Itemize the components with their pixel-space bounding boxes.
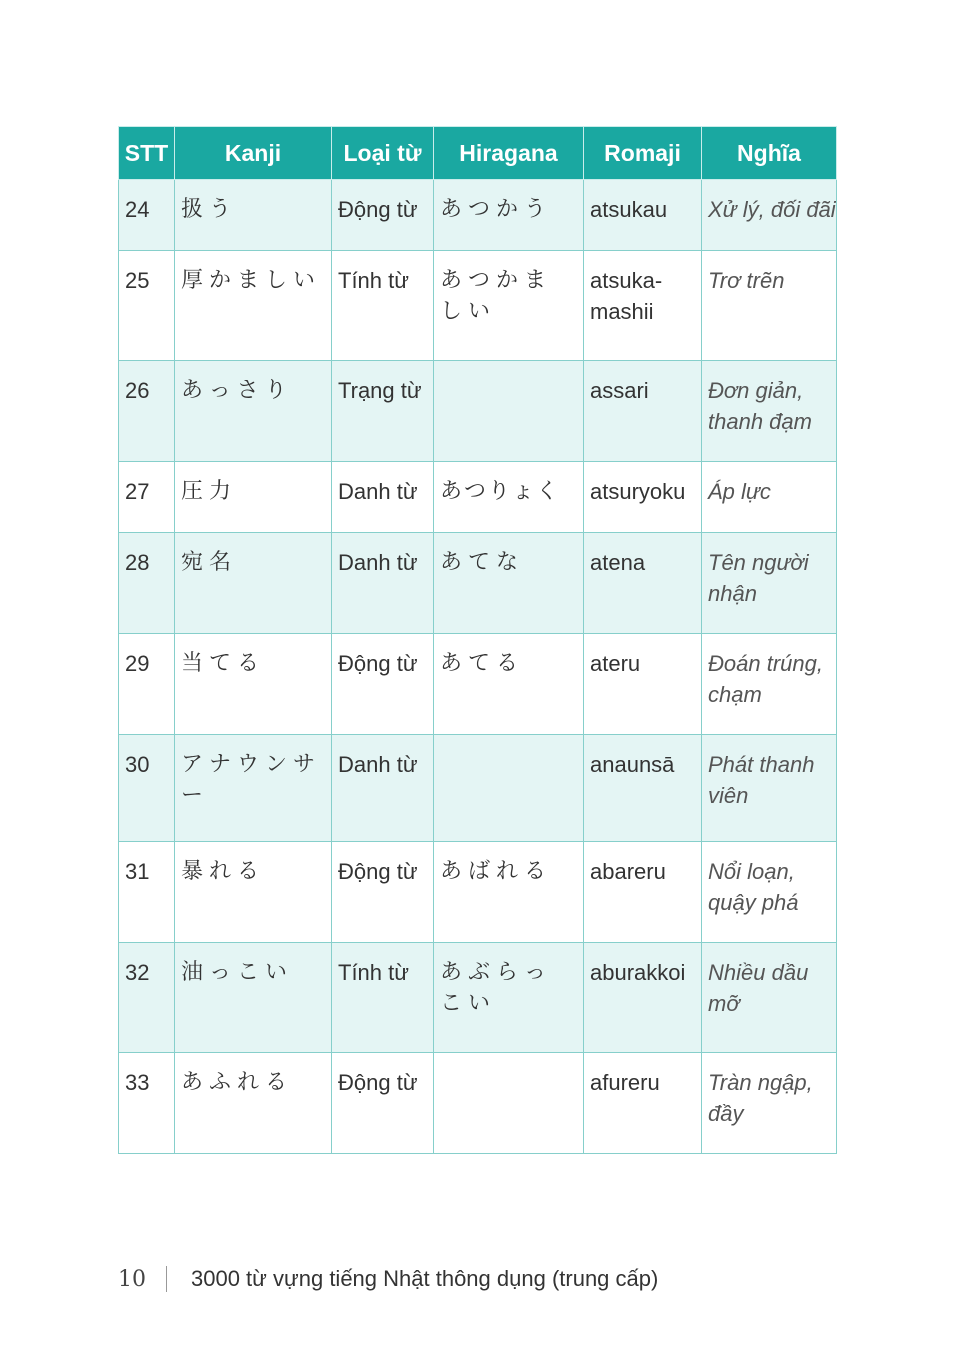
- word-type-cell: Tính từ: [332, 943, 434, 1053]
- stt-cell: 30: [119, 735, 175, 842]
- romaji-cell: assari: [584, 361, 702, 462]
- column-header-meaning: Nghĩa: [702, 127, 837, 180]
- kanji-cell: 当てる: [175, 634, 332, 735]
- table-row: [119, 842, 837, 943]
- meaning-cell: Nổi loạn, quậy phá: [702, 842, 837, 943]
- stt-cell: 24: [119, 180, 175, 251]
- column-header-kanji: Kanji: [175, 127, 332, 180]
- kanji-cell: 圧力: [175, 462, 332, 533]
- hiragana-cell: あてな: [434, 533, 584, 634]
- stt-cell: 27: [119, 462, 175, 533]
- column-header-romaji: Romaji: [584, 127, 702, 180]
- table-row: [119, 361, 837, 462]
- meaning-cell: Đơn giản, thanh đạm: [702, 361, 837, 462]
- book-title: 3000 từ vựng tiếng Nhật thông dụng (trung cấp): [191, 1266, 659, 1291]
- hiragana-cell: [434, 1053, 584, 1154]
- romaji-cell: atsuryoku: [584, 462, 702, 533]
- meaning-cell: Tràn ngập, đầy: [702, 1053, 837, 1154]
- table-row: [119, 462, 837, 533]
- column-header-hiragana: Hiragana: [434, 127, 584, 180]
- word-type-cell: Tính từ: [332, 251, 434, 361]
- romaji-cell: abareru: [584, 842, 702, 943]
- stt-cell: 26: [119, 361, 175, 462]
- kanji-cell: アナウンサー: [175, 735, 332, 842]
- meaning-cell: Áp lực: [702, 462, 837, 533]
- table-header-row: [119, 127, 837, 180]
- hiragana-cell: あてる: [434, 634, 584, 735]
- hiragana-cell: [434, 361, 584, 462]
- romaji-cell: aburakkoi: [584, 943, 702, 1053]
- column-header-stt: STT: [119, 127, 175, 180]
- romaji-cell: atena: [584, 533, 702, 634]
- kanji-cell: 油っこい: [175, 943, 332, 1053]
- romaji-cell: ateru: [584, 634, 702, 735]
- hiragana-cell: あつかましい: [434, 251, 584, 361]
- word-type-cell: Danh từ: [332, 735, 434, 842]
- kanji-cell: あっさり: [175, 361, 332, 462]
- word-type-cell: Động từ: [332, 1053, 434, 1154]
- stt-cell: 25: [119, 251, 175, 361]
- word-type-cell: Động từ: [332, 180, 434, 251]
- vocabulary-table: [118, 126, 837, 1154]
- hiragana-cell: あつかう: [434, 180, 584, 251]
- footer-divider: [166, 1266, 167, 1292]
- page-number: 10: [118, 1266, 146, 1292]
- stt-cell: 29: [119, 634, 175, 735]
- romaji-cell: atsukau: [584, 180, 702, 251]
- page-footer: [118, 1262, 658, 1296]
- stt-cell: 28: [119, 533, 175, 634]
- romaji-cell: afureru: [584, 1053, 702, 1154]
- column-header-word-type: Loại từ: [332, 127, 434, 180]
- kanji-cell: あふれる: [175, 1053, 332, 1154]
- meaning-cell: Trơ trẽn: [702, 251, 837, 361]
- table-row: [119, 634, 837, 735]
- stt-cell: 32: [119, 943, 175, 1053]
- meaning-cell: Nhiều dầu mỡ: [702, 943, 837, 1053]
- hiragana-cell: あつりょく: [434, 462, 584, 533]
- kanji-cell: 暴れる: [175, 842, 332, 943]
- table-row: [119, 1053, 837, 1154]
- meaning-cell: Xử lý, đối đãi: [702, 180, 837, 251]
- word-type-cell: Trạng từ: [332, 361, 434, 462]
- kanji-cell: 宛名: [175, 533, 332, 634]
- hiragana-cell: あぶらっこい: [434, 943, 584, 1053]
- meaning-cell: Tên người nhận: [702, 533, 837, 634]
- hiragana-cell: あばれる: [434, 842, 584, 943]
- stt-cell: 33: [119, 1053, 175, 1154]
- word-type-cell: Danh từ: [332, 462, 434, 533]
- stt-cell: 31: [119, 842, 175, 943]
- kanji-cell: 扱う: [175, 180, 332, 251]
- table-row: [119, 735, 837, 842]
- word-type-cell: Động từ: [332, 842, 434, 943]
- word-type-cell: Danh từ: [332, 533, 434, 634]
- hiragana-cell: [434, 735, 584, 842]
- table-row: [119, 180, 837, 251]
- romaji-cell: anaunsā: [584, 735, 702, 842]
- kanji-cell: 厚かましい: [175, 251, 332, 361]
- meaning-cell: Phát thanh viên: [702, 735, 837, 842]
- table-row: [119, 943, 837, 1053]
- table-row: [119, 533, 837, 634]
- romaji-cell: atsuka-mashii: [584, 251, 702, 361]
- word-type-cell: Động từ: [332, 634, 434, 735]
- table-row: [119, 251, 837, 361]
- meaning-cell: Đoán trúng, chạm: [702, 634, 837, 735]
